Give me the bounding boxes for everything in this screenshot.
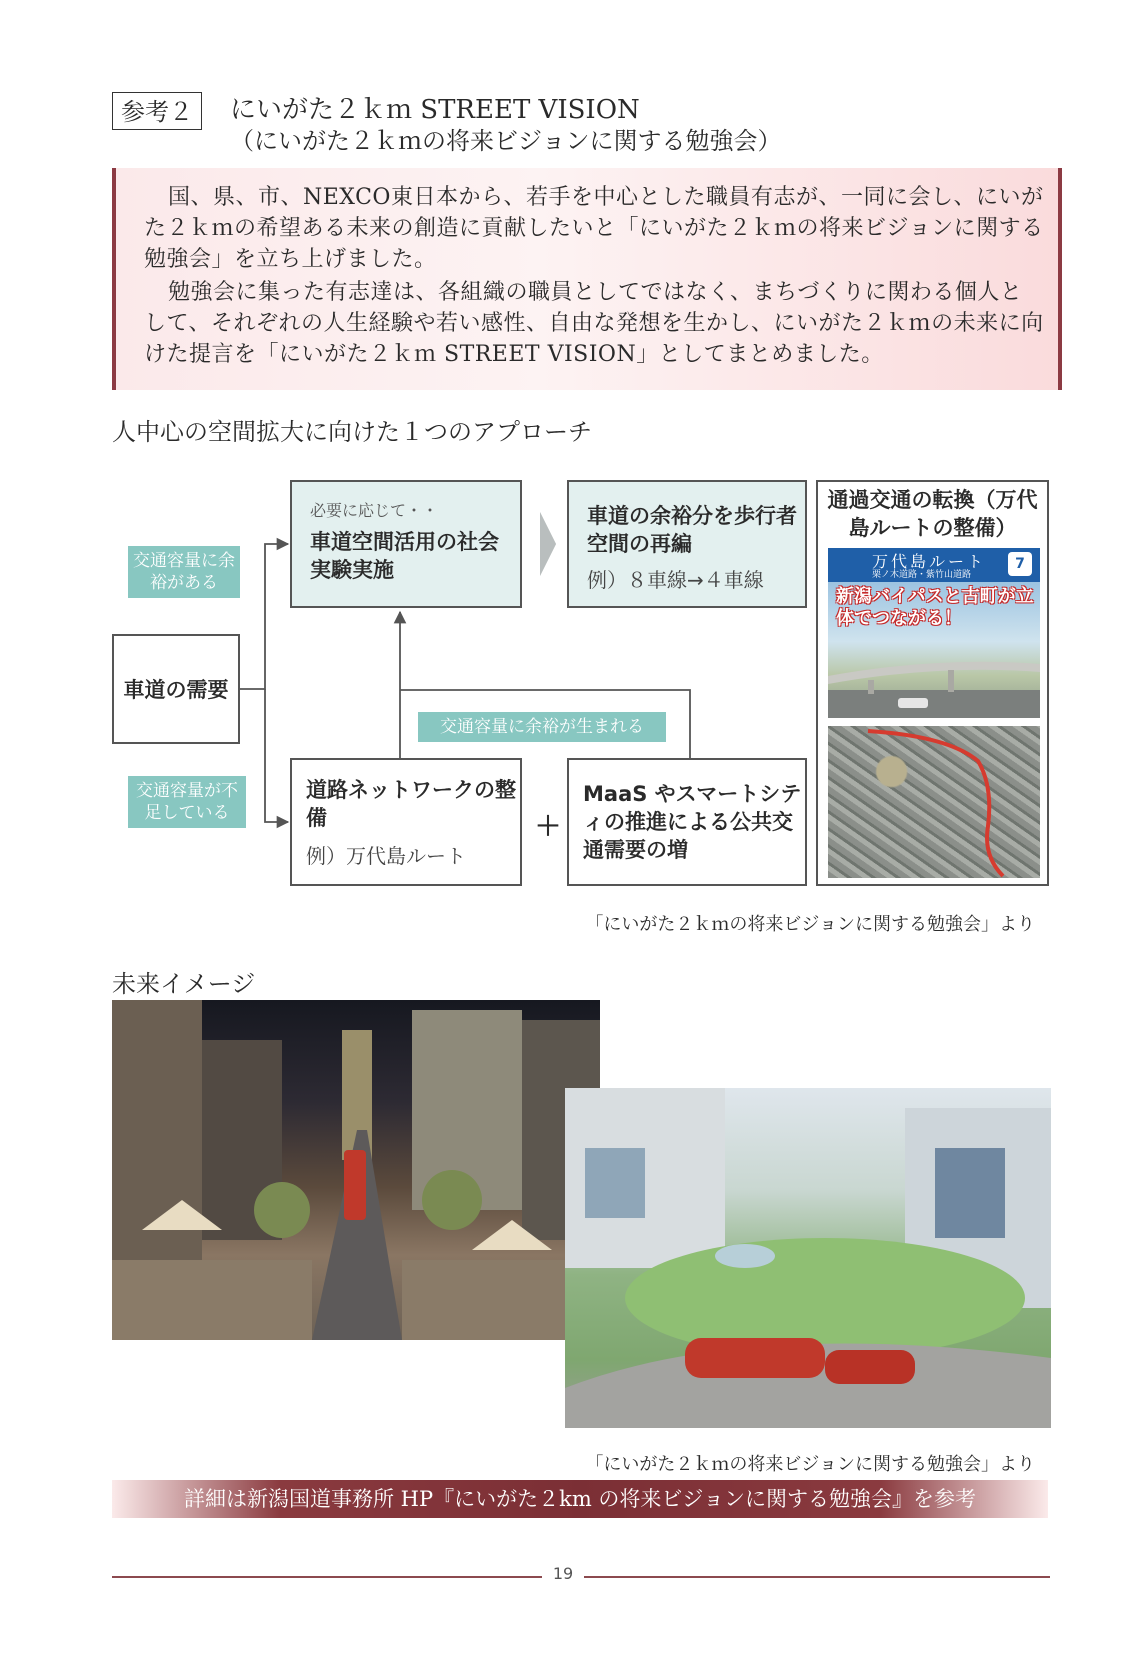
page-subtitle: （にいがた２ｋｍの将来ビジョンに関する勉強会）	[230, 127, 782, 155]
night-street-scene	[112, 1000, 600, 1340]
network-text: 道路ネットワークの整備	[306, 778, 516, 830]
realloc-example: 例）８車線→４車線	[587, 568, 764, 592]
page-title: にいがた２ｋｍ STREET VISION	[230, 95, 640, 125]
route-sign-image	[828, 548, 1040, 718]
route-line	[828, 726, 1040, 878]
viaduct-illustration	[828, 646, 1040, 718]
transit-title: 通過交通の転換（万代島ルートの整備）	[827, 488, 1038, 540]
network-example: 例）万代島ルート	[306, 844, 466, 868]
diagram-credit: 「にいがた２ｋｍの将来ビジョンに関する勉強会」より	[585, 914, 1035, 935]
footer-rule-right	[584, 1576, 1050, 1578]
trial-note: 必要に応じて・・	[310, 501, 439, 520]
maas-text: MaaS やスマートシティの推進による公共交通需要の増	[583, 782, 802, 862]
aerial-map-image	[828, 726, 1040, 878]
route-number-icon: 7	[1008, 552, 1032, 576]
footer-rule-left	[112, 1576, 542, 1578]
maas-box	[567, 758, 807, 886]
trial-text: 車道空間活用の社会実験実施	[310, 530, 499, 582]
through-traffic-box	[816, 480, 1049, 886]
night-street-illustration	[112, 1000, 600, 1340]
road-network-box	[290, 758, 522, 886]
future-heading: 未来イメージ	[112, 970, 256, 998]
day-plaza-scene	[565, 1088, 1051, 1428]
social-experiment-box	[290, 480, 522, 608]
realloc-text: 車道の余裕分を歩行者空間の再編	[587, 504, 797, 556]
route-name: 万代島ルート	[872, 552, 987, 571]
capacity-surplus-tag: 交通容量に余裕がある	[128, 546, 240, 598]
intro-paragraph-1: 国、県、市、NEXCO東日本から、若手を中心とした職員有志が、一同に会し、にいがた２ｋｍの希望ある未来の創造に貢献したいと「にいがた２ｋｍの将来ビジョンに関する勉強会」を立ち上げました。	[144, 185, 1044, 272]
road-demand-box: 車道の需要	[112, 634, 240, 744]
route-sign-header	[828, 548, 1040, 582]
route-sub: 栗ノ木道路・紫竹山道路	[872, 570, 972, 580]
future-credit: 「にいがた２ｋｍの将来ビジョンに関する勉強会」より	[585, 1454, 1035, 1475]
capacity-shortage-tag: 交通容量が不足している	[128, 776, 246, 828]
day-plaza-illustration	[565, 1088, 1051, 1428]
intro-paragraph-2: 勉強会に集った有志達は、各組織の職員としてではなく、まちづくりに関わる個人として、それぞれの人生経験や若い感性、自由な発想を生かし、にいがた２ｋｍの未来に向けた提言を「にいがた２ｋｍ STREET VISION」としてまとめました。	[144, 280, 1044, 367]
capacity-generated-tag: 交通容量に余裕が生まれる	[418, 712, 666, 742]
reference-banner: 詳細は新潟国道事務所 HP『にいがた２km の将来ビジョンに関する勉強会』を参考	[112, 1480, 1048, 1518]
pedestrian-space-box	[567, 480, 807, 608]
route-headline: 新潟バイパスと古町が立体でつながる！	[836, 586, 1034, 629]
plus-sign: ＋	[535, 812, 562, 842]
approach-heading: 人中心の空間拡大に向けた１つのアプローチ	[112, 418, 592, 446]
page-number: 19	[552, 1564, 574, 1583]
reference-label: 参考２	[112, 92, 202, 130]
